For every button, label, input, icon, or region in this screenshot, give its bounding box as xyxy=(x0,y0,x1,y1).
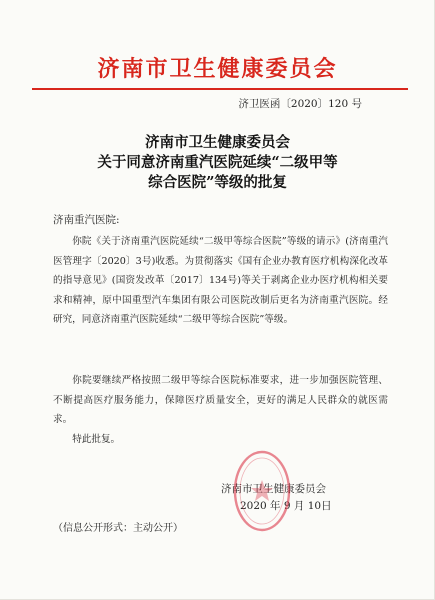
salutation: 济南重汽医院: xyxy=(53,214,120,226)
title-line-2: 关于同意济南重汽医院延续“二级甲等 xyxy=(97,154,338,171)
document-number: 济卫医函〔2020〕120 号 xyxy=(238,98,362,110)
org-masthead: 济南市卫生健康委员会 xyxy=(97,56,338,82)
title-line-3: 综合医院”等级的批复 xyxy=(148,174,287,191)
body-paragraph-3: 特此批复。 xyxy=(72,434,121,445)
document-title xyxy=(0,133,435,193)
red-divider-line xyxy=(32,88,408,90)
body-paragraph-1: 你院《关于济南重汽医院延续“二级甲等综合医院”等级的请示》(济南重汽医管理字〔2020〕3号)收悉。为贯彻落实《国有企业办教育医疗机构深化改革的指导意见》(国资发改革〔2017〕134号)等关于剥离企业办医疗机构相关要求和精神，原中国重型汽车集团有限公司医院改制后更名为济南重汽医院。经研究，同意济南重汽医院延续“二级甲等综合医院”等级。 xyxy=(53,236,388,325)
disclosure-note: （信息公开形式：主动公开） xyxy=(53,523,183,534)
title-line-1: 济南市卫生健康委员会 xyxy=(145,134,290,151)
signature-date: 2020 年 9 月 10日 xyxy=(240,500,332,512)
signature-org: 济南市卫生健康委员会 xyxy=(221,483,326,495)
body-paragraph-2: 你院要继续严格按照二级甲等综合医院标准要求，进一步加强医院管理、不断提高医疗服务能力，保障医疗质量安全，更好的满足人民群众的就医需求。 xyxy=(53,375,388,425)
